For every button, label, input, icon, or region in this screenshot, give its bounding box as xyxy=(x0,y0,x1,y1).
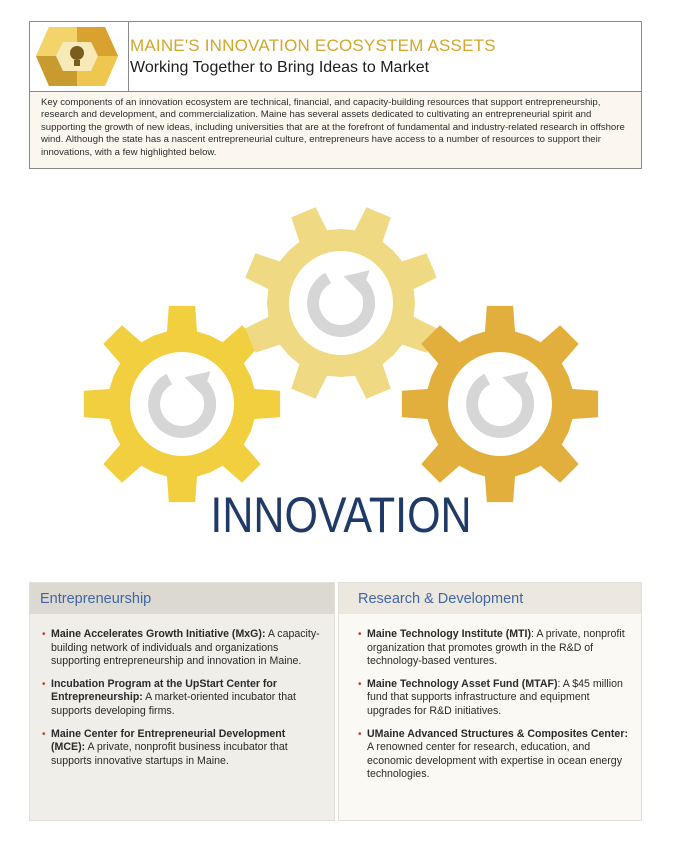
item-title: Maine Technology Asset Fund (MTAF) xyxy=(367,677,558,690)
right-gear xyxy=(402,306,598,502)
bullet-icon: • xyxy=(358,728,362,740)
list-item xyxy=(358,678,629,719)
item-text: A capacity-building network of individuals and organizations supporting entrepreneurship and innovation in Maine. xyxy=(51,628,320,668)
entrepreneurship-heading: Entrepreneurship xyxy=(30,583,334,614)
bullet-icon: • xyxy=(358,629,362,640)
list-item xyxy=(358,728,629,782)
header xyxy=(29,21,642,92)
item-text: A private, nonprofit business incubator that supports innovative startups in Maine. xyxy=(51,741,288,767)
list-item xyxy=(42,728,322,769)
list-item xyxy=(42,628,322,669)
research-list xyxy=(339,614,641,782)
list-item xyxy=(358,628,629,669)
bullet-icon: • xyxy=(42,728,46,740)
item-title: Maine Center for Entrepreneurial Development (MCE): xyxy=(51,727,286,754)
item-text: A renowned center for research, education, and economic development with expertise in ocean energy technologies. xyxy=(367,741,622,781)
bullet-icon: • xyxy=(42,678,46,690)
bullet-icon: • xyxy=(358,678,362,690)
entrepreneurship-section xyxy=(29,582,335,821)
lightbulb-hexagon-icon xyxy=(34,25,120,88)
page-title: MAINE'S INNOVATION ECOSYSTEM ASSETS xyxy=(130,36,496,55)
item-text: : A $45 million fund that supports infrastructure and equipment upgrades for R&D initiatives. xyxy=(367,677,623,717)
research-development-section xyxy=(338,582,642,821)
list-item xyxy=(42,678,322,719)
item-title: Maine Accelerates Growth Initiative (MxG): xyxy=(51,628,266,640)
page-subtitle: Working Together to Bring Ideas to Market xyxy=(130,59,430,76)
item-title: Maine Technology Institute (MTI) xyxy=(367,628,532,640)
intro-paragraph: Key components of an innovation ecosystem are technical, financial, and capacity-building resources that support entrepreneurship, research and development, and commercialization. Maine has several assets dedicated to cultivating an entrepreneurial spirit and supporting the growth of new ideas, including universities that are at the forefront of fundamental and industry-related research in offshore wind. Although the state has a nascent entrepreneurial culture, entrepreneurs have access to a number of resources to support their innovations, with a few highlighted below. xyxy=(29,92,642,169)
item-title: UMaine Advanced Structures & Composites Center: xyxy=(367,727,628,740)
item-title: Incubation Program at the UpStart Center for Entrepreneurship: xyxy=(51,677,278,704)
center-gear xyxy=(245,207,436,398)
logo-divider xyxy=(128,22,129,91)
bullet-icon: • xyxy=(42,629,46,640)
research-heading: Research & Development xyxy=(339,583,641,614)
innovation-graphic xyxy=(0,175,681,555)
item-text: A market-oriented incubator that supports developing firms. xyxy=(51,691,296,717)
entrepreneurship-list xyxy=(30,614,334,768)
item-text: : A private, nonprofit organization that promotes growth in the R&D of technology-based ventures. xyxy=(367,628,625,668)
innovation-label: INNOVATION xyxy=(210,486,472,543)
